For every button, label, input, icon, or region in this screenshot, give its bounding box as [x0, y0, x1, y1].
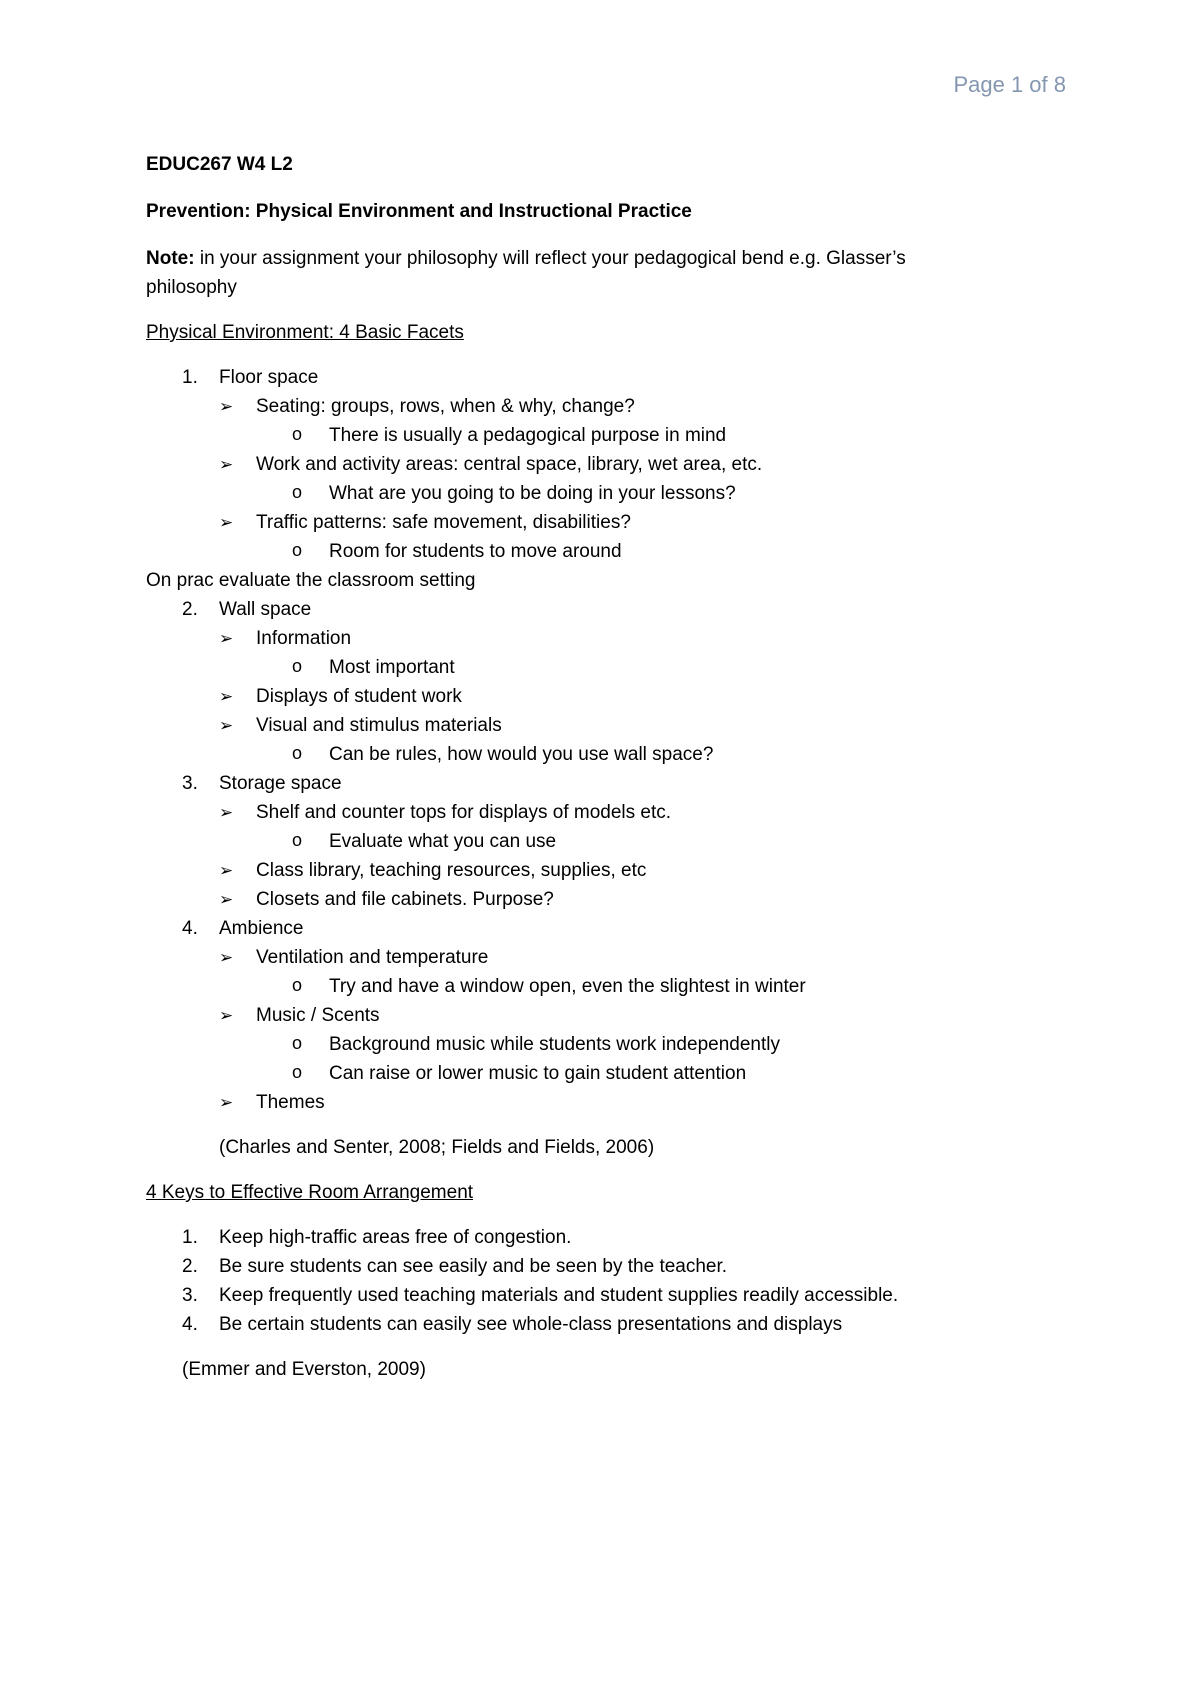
note-text-continued: philosophy — [146, 277, 237, 298]
bullet-item: ➢ Shelf and counter tops for displays of models etc. — [146, 798, 1076, 827]
bullet-item: ➢ Information — [146, 624, 1076, 653]
citation-room-arrangement: (Emmer and Everston, 2009) — [182, 1359, 426, 1380]
arrow-bullet-icon: ➢ — [219, 716, 234, 735]
circle-bullet-icon: o — [292, 743, 303, 763]
course-code: EDUC267 W4 L2 — [146, 154, 293, 175]
circle-bullet-icon: o — [292, 482, 303, 502]
bullet-item: ➢ Visual and stimulus materials — [146, 711, 1076, 740]
key-item: 4. Be certain students can easily see whole-class presentations and displays — [182, 1314, 843, 1335]
sub-bullet-item: o Background music while students work independently — [146, 1030, 1076, 1059]
keys-list — [146, 1223, 1076, 1339]
arrow-bullet-icon: ➢ — [219, 687, 234, 706]
note-label: Note: — [146, 248, 195, 269]
sub-bullet-item: o Room for students to move around — [146, 537, 1076, 566]
arrow-bullet-icon: ➢ — [219, 948, 234, 967]
sub-bullet-item: o Most important — [146, 653, 1076, 682]
arrow-bullet-icon: ➢ — [219, 861, 234, 880]
note-text: in your assignment your philosophy will reflect your pedagogical bend e.g. Glasser’s — [194, 248, 906, 269]
sub-bullet-item: o Can be rules, how would you use wall space? — [146, 740, 1076, 769]
section-heading-room-arrangement: 4 Keys to Effective Room Arrangement — [146, 1182, 474, 1203]
facet-item: 3. Storage space — [182, 773, 342, 794]
circle-bullet-icon: o — [292, 975, 303, 995]
arrow-bullet-icon: ➢ — [219, 1093, 234, 1112]
facet-item: 2. Wall space — [182, 599, 312, 620]
sub-bullet-item: o What are you going to be doing in your lessons? — [146, 479, 1076, 508]
document-title: Prevention: Physical Environment and Instructional Practice — [146, 201, 692, 222]
facet-item: 4. Ambience — [182, 918, 304, 939]
bullet-item: ➢ Closets and file cabinets. Purpose? — [146, 885, 1076, 914]
arrow-bullet-icon: ➢ — [219, 455, 234, 474]
circle-bullet-icon: o — [292, 424, 303, 444]
citation-facets: (Charles and Senter, 2008; Fields and Fields, 2006) — [219, 1137, 655, 1158]
circle-bullet-icon: o — [292, 830, 303, 850]
bullet-item: ➢ Music / Scents — [146, 1001, 1076, 1030]
facet-item: 1. Floor space — [182, 367, 319, 388]
arrow-bullet-icon: ➢ — [219, 629, 234, 648]
circle-bullet-icon: o — [292, 1062, 303, 1082]
bullet-item: ➢ Themes — [146, 1088, 1076, 1117]
arrow-bullet-icon: ➢ — [219, 890, 234, 909]
facets-list — [146, 363, 1076, 1117]
arrow-bullet-icon: ➢ — [219, 513, 234, 532]
bullet-item: ➢ Ventilation and temperature — [146, 943, 1076, 972]
sub-bullet-item: o Try and have a window open, even the slightest in winter — [146, 972, 1076, 1001]
arrow-bullet-icon: ➢ — [219, 397, 234, 416]
prac-note: On prac evaluate the classroom setting — [146, 570, 476, 591]
key-item: 2. Be sure students can see easily and be seen by the teacher. — [182, 1256, 728, 1277]
bullet-item: ➢ Seating: groups, rows, when & why, change? — [146, 392, 1076, 421]
sub-bullet-item: o There is usually a pedagogical purpose in mind — [146, 421, 1076, 450]
bullet-item: ➢ Class library, teaching resources, supplies, etc — [146, 856, 1076, 885]
arrow-bullet-icon: ➢ — [219, 1006, 234, 1025]
bullet-item: ➢ Traffic patterns: safe movement, disabilities? — [146, 508, 1076, 537]
circle-bullet-icon: o — [292, 540, 303, 560]
document-body — [146, 150, 1076, 1384]
bullet-item: ➢ Displays of student work — [146, 682, 1076, 711]
sub-bullet-item: o Can raise or lower music to gain student attention — [146, 1059, 1076, 1088]
bullet-item: ➢ Work and activity areas: central space, library, wet area, etc. — [146, 450, 1076, 479]
circle-bullet-icon: o — [292, 656, 303, 676]
section-heading-physical-environment: Physical Environment: 4 Basic Facets — [146, 322, 464, 343]
key-item: 3. Keep frequently used teaching materials and student supplies readily accessible. — [182, 1285, 899, 1306]
note-paragraph — [146, 244, 1076, 273]
page-number: Page 1 of 8 — [953, 72, 1066, 97]
sub-bullet-item: o Evaluate what you can use — [146, 827, 1076, 856]
key-item: 1. Keep high-traffic areas free of congestion. — [182, 1227, 572, 1248]
circle-bullet-icon: o — [292, 1033, 303, 1053]
arrow-bullet-icon: ➢ — [219, 803, 234, 822]
